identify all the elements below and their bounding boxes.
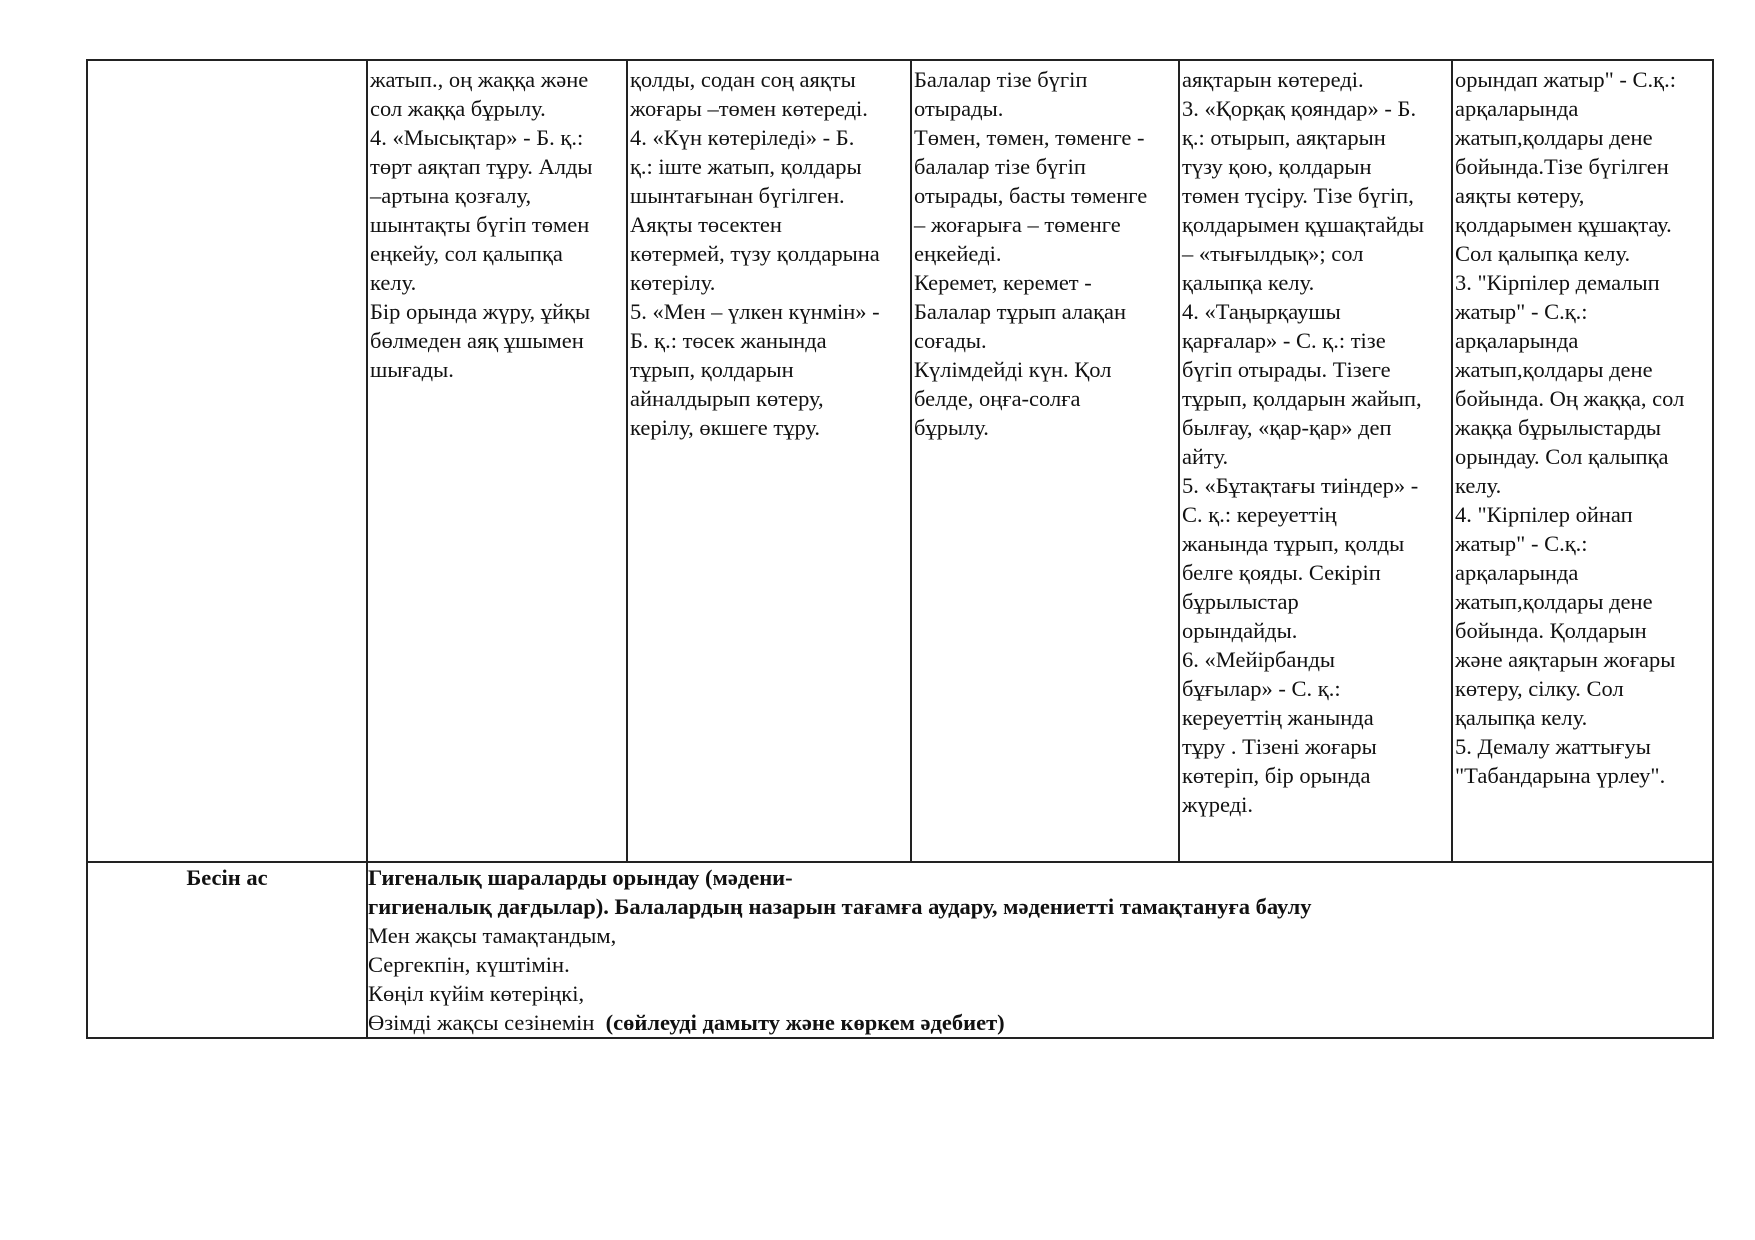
table-row — [87, 60, 1713, 862]
row-label-cell — [87, 862, 367, 1038]
table-cell — [627, 60, 911, 862]
cell-text: жатып., оң жаққа және сол жаққа бұрылу. 4. «Мысықтар» - Б. қ.: төрт аяқтап тұру. Алды –артына қозғалу, шынтақты бүгіп төмен еңкейу, сол қалыпқа келу. Бір орында жүру, ұйқы бөлмеден аяқ ұшымен шығады. — [370, 67, 593, 382]
row-label: Бесін ас — [186, 865, 268, 890]
table-row — [87, 862, 1713, 1038]
meal-heading-line2: гигиеналық дағдылар). Балалардың назарын тағамға аудару, мәдениетті тамақтануға баулу — [368, 894, 1312, 919]
schedule-table — [86, 59, 1714, 1039]
cell-text: Балалар тізе бүгіп отырады. Төмен, төмен, төменге - балалар тізе бүгіп отырады, басты төменге – жоғарыға – төменге еңкейеді. Керемет, керемет - Балалар тұрып алақан соғады. Күлімдейді күн. Қол белде, оңға-солға бұрылу. — [914, 67, 1148, 440]
poem-line: Сергекпін, күштімін. — [368, 952, 570, 977]
table-cell — [1179, 60, 1452, 862]
cell-text: аяқтарын көтереді. 3. «Қорқақ қояндар» - Б. қ.: отырып, аяқтарын түзу қою, қолдарын төмен түсіру. Тізе бүгіп, қолдарымен құшақтайды – «тығылдық»; сол қалыпқа келу. 4. «Таңырқаушы қарғалар» - С. қ.: тізе бүгіп отырады. Тізеге тұрып, қолдарын жайып, былғау, «қар-қар» деп айту. 5. «Бұтақтағы тиіндер» - С. қ.: кереуеттің жанында тұрып, қолды белге қояды. Секіріп бұрылыстар орындайды. 6. «Мейірбанды бұғылар» - С. қ.: кереуеттің жанында тұру . Тізені жоғары көтеріп, бір орында жүреді. — [1182, 67, 1424, 817]
poem-line: Мен жақсы тамақтандым, — [368, 923, 617, 948]
cell-text: орындап жатыр" - С.қ.: арқаларында жатып,қолдары дене бойында.Тізе бүгілген аяқты көтеру, қолдарымен құшақтау. Сол қалыпқа келу. 3. "Кірпілер демалып жатыр" - С.қ.: арқаларында жатып,қолдары дене бойында. Оң жаққа, сол жаққа бұрылыстарды орындау. Сол қалыпқа келу. 4. "Кірпілер ойнап жатыр" - С.қ.: арқаларында жатып,қолдары дене бойында. Қолдарын және аяқтарын жоғары көтеру, сілку. Сол қалыпқа келу. 5. Демалу жаттығуы "Табандарына үрлеу". — [1455, 67, 1685, 788]
poem-line: Өзімді жақсы сезінемін — [368, 1010, 595, 1035]
cell-text: қолды, содан соң аяқты жоғары –төмен көтереді. 4. «Күн көтеріледі» - Б. қ.: іште жатып, қолдары шынтағынан бүгілген. Аяқты төсектен көтермей, түзу қолдарына көтерілу. 5. «Мен – үлкен күнмін» - Б. қ.: төсек жанында тұрып, қолдарын айналдырып көтеру, керілу, өкшеге тұру. — [630, 67, 880, 440]
table-cell — [367, 60, 627, 862]
table-cell — [1452, 60, 1713, 862]
poem-note: (сөйлеуді дамыту және көркем әдебиет) — [605, 1010, 1005, 1035]
meal-heading-line1: Гигеналық шараларды орындау (мәдени- — [368, 865, 793, 890]
table-cell — [911, 60, 1179, 862]
meal-cell — [367, 862, 1713, 1038]
row-label-cell — [87, 60, 367, 862]
poem-line: Көңіл күйім көтеріңкі, — [368, 981, 585, 1006]
